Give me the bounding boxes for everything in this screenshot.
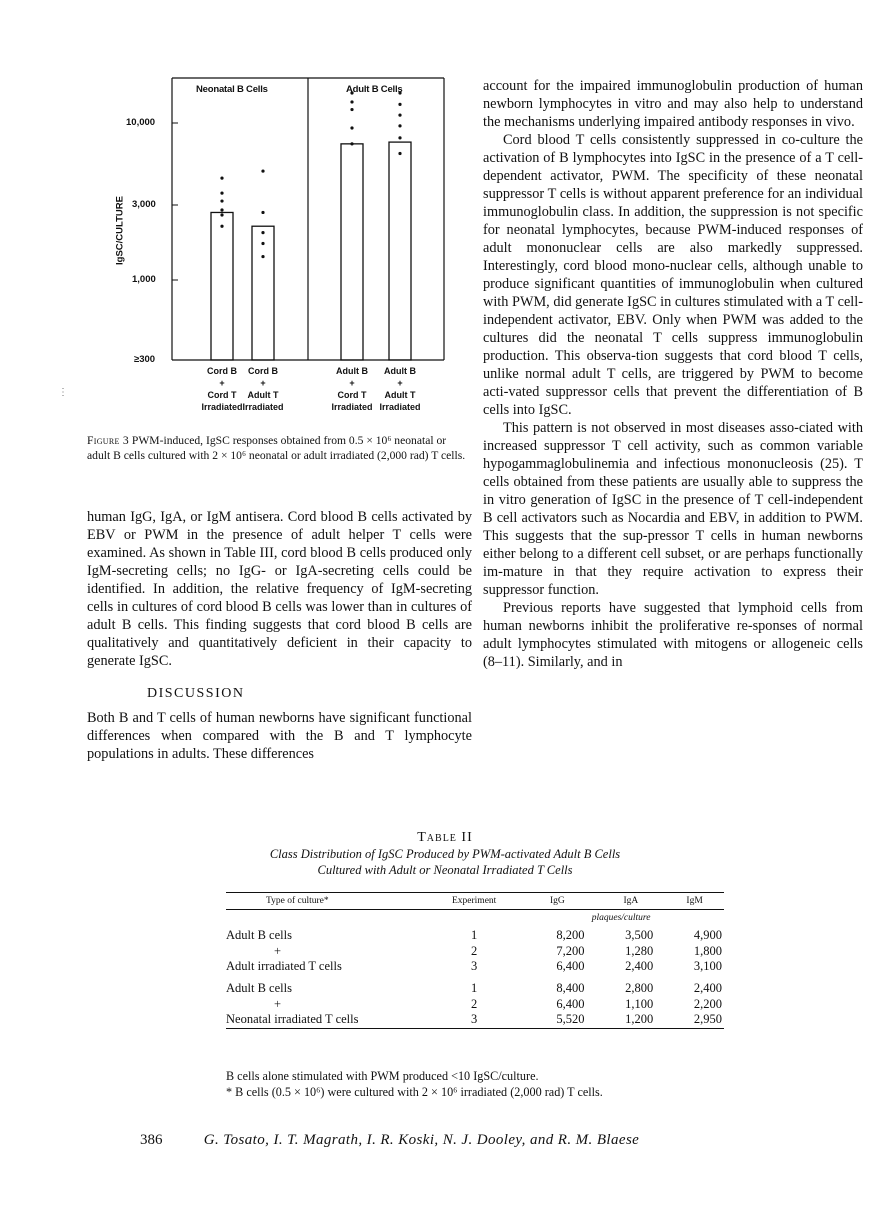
paragraph: This pattern is not observed in most diseases asso-ciated with increased suppressor T cell activity, such as common variable hypogammaglobulinemia and infectious mononucleosis (25). T cells obtained from these patients are usually able to suppress the in vitro generation of IgSC in the presence of T cell-independent B cell activators such as Nocardia and EBV, in addition to PWM. This suggests that the sup-pressor T cells in human newborns either belong to a different cell subset, or are perhaps functionally im-mature in that they require activation to express their suppressor function. — [483, 420, 863, 598]
x-category-line: Adult B — [336, 366, 368, 376]
table-row — [226, 928, 724, 944]
page-footer — [140, 1132, 840, 1149]
table-cell: 1 — [471, 981, 478, 995]
y-tick-1000: 1,000 — [132, 274, 156, 285]
table-row — [226, 959, 724, 975]
x-category-plus: + — [219, 378, 225, 388]
data-point — [350, 142, 353, 145]
data-point — [220, 177, 223, 180]
table-cell: 2,950 — [693, 1012, 722, 1026]
x-category-line: Irradiated — [379, 402, 421, 412]
x-category-line: Cord T — [207, 390, 237, 400]
x-category-4 — [370, 365, 430, 413]
x-category-line: Cord T — [337, 390, 367, 400]
table-cell: 3,100 — [693, 959, 722, 973]
data-point — [350, 100, 353, 103]
table-cell: 2 — [471, 943, 478, 958]
paragraph: account for the impaired immunoglobulin production of human newborn lymphocytes in vitro and may also help to understand the mechanisms underlying impaired antibody responses in vivo. — [483, 78, 863, 130]
points-layer — [220, 91, 401, 258]
data-point — [220, 192, 223, 195]
data-point — [261, 211, 264, 214]
figure-caption-label: Figure 3 — [87, 434, 129, 447]
data-point — [220, 199, 223, 202]
table-note: B cells alone stimulated with PWM produced <10 IgSC/culture. — [226, 1069, 539, 1083]
margin-mark: ⋮ — [58, 387, 68, 398]
figure-caption — [87, 433, 472, 463]
table-cell: + — [274, 996, 282, 1011]
group-label-adult: Adult B Cells — [346, 84, 403, 95]
table-row — [226, 1012, 724, 1028]
paragraph: Cord blood T cells consistently suppressed in co-culture the activation of B lymphocytes into IgSC in the presence of a T cell-dependent activator, PWM. The specificity of these neonatal suppressor T cells is without apparent preference for an individual immunoglobulin class. In addition, the suppression is not specific for neonatal lymphocytes, because PWM-induced responses of adult mononuclear cells are also markedly suppressed. Interestingly, cord blood mono-nuclear cells, although unable to produce significant quantities of immunoglobulin when cultured with PWM, did generate IgSC in cultures stimulated with a T cell-independent activator, EBV. Only when PWM was added to the cultures did the neonatal T cells suppress immunoglobulin production. This observa-tion suggests that cord blood T cells, unlike normal adult T cells, are triggered by PWM to become acti-vated suppressor cells that prevent the differentiation of B cells into IgSC. — [483, 132, 863, 418]
data-point — [220, 208, 223, 211]
table-cell: 5,520 — [556, 1012, 585, 1026]
section-heading: DISCUSSION — [147, 686, 245, 701]
x-category-line: Irradiated — [242, 402, 284, 412]
bar — [341, 144, 363, 360]
authors: G. Tosato, I. T. Magrath, I. R. Koski, N. J. Dooley, and R. M. Blaese — [203, 1132, 640, 1148]
table-label: Table II — [417, 830, 473, 845]
table-cell: Adult B cells — [226, 981, 292, 995]
data-point — [398, 152, 401, 155]
group-label-neonatal: Neonatal B Cells — [196, 84, 268, 95]
table-title-line: Cultured with Adult or Neonatal Irradiated T Cells — [317, 863, 573, 877]
table-cell: 1,200 — [625, 1012, 654, 1026]
data-table — [226, 892, 724, 1029]
x-category-plus: + — [349, 378, 355, 388]
table-notes — [226, 1068, 746, 1100]
table-row — [226, 975, 724, 997]
table-cell: 8,400 — [556, 981, 585, 995]
table-title-line: Class Distribution of IgSC Produced by PWM-activated Adult B Cells — [269, 847, 621, 861]
table-cell: 6,400 — [556, 959, 585, 973]
x-category-plus: + — [260, 378, 266, 388]
header-type: Type of culture* — [266, 896, 329, 906]
data-point — [398, 103, 401, 106]
right-column — [483, 77, 863, 671]
table-cell: 1,280 — [625, 943, 654, 958]
table-cell: Neonatal irradiated T cells — [226, 1012, 359, 1026]
x-category-line: Irradiated — [331, 402, 373, 412]
table-row — [226, 944, 724, 960]
bars-layer — [211, 142, 411, 360]
header-igm: IgM — [686, 896, 703, 906]
x-category-line: Adult T — [247, 390, 279, 400]
figure-caption-text: PWM-induced, IgSC responses obtained from 0.5 × 10⁶ neonatal or adult B cells cultured with 2 × 10⁶ neonatal or adult irradiated (2,000 rad) T cells. — [87, 434, 466, 462]
header-iga: IgA — [623, 896, 639, 906]
table-cell: 1,100 — [625, 996, 654, 1011]
x-category-line: Cord B — [207, 366, 237, 376]
table-cell: 2 — [471, 996, 478, 1011]
paragraph: human IgG, IgA, or IgM antisera. Cord blood B cells activated by EBV or PWM in the presence of adult helper T cells were examined. As shown in Table III, cord blood B cells produced only IgM-secreting cells; no IgG- or IgA-secreting cells could be identified. In addition, the relative frequency of IgM-secreting cells in cultures of cord blood B cells was lower than in cultures of adult B cells. This finding suggests that cord blood B cells are qualitatively and quantitatively deficient in their capacity to generate IgSC. — [87, 509, 472, 669]
data-point — [220, 225, 223, 228]
data-point — [350, 126, 353, 129]
table-cell: 3 — [471, 959, 478, 973]
table-row — [226, 997, 724, 1013]
bar — [211, 212, 233, 360]
x-category-line: Adult T — [384, 390, 416, 400]
table-cell: 3 — [471, 1012, 478, 1026]
x-category-2 — [233, 365, 293, 413]
bar — [389, 142, 411, 360]
table-title — [180, 830, 710, 878]
data-point — [350, 108, 353, 111]
header-experiment: Experiment — [451, 896, 497, 906]
x-category-line: Cord B — [248, 366, 278, 376]
units-label: plaques/culture — [591, 913, 651, 924]
data-point — [398, 124, 401, 127]
table-cell: 4,900 — [693, 928, 722, 942]
table-cell: 6,400 — [556, 996, 585, 1011]
bar — [252, 226, 274, 360]
x-category-line: Irradiated — [201, 402, 243, 412]
data-point — [261, 242, 264, 245]
y-tick-10000: 10,000 — [126, 117, 156, 128]
x-category-line: Adult B — [384, 366, 416, 376]
table-cell: 2,800 — [625, 981, 654, 995]
left-column — [87, 508, 472, 763]
data-point — [261, 255, 264, 258]
page-number: 386 — [140, 1132, 163, 1148]
y-tick-300: ≥300 — [134, 354, 156, 365]
data-point — [261, 169, 264, 172]
y-tick-3000: 3,000 — [132, 199, 156, 210]
paragraph: Previous reports have suggested that lymphoid cells from human newborns inhibit the proliferative re-sponses of normal adult lymphocytes stimulated with mitogens or allogeneic cells (8–11). Similarly, and in — [483, 600, 863, 670]
table-cell: 3,500 — [625, 928, 654, 942]
table-cell: 2,400 — [693, 981, 722, 995]
paragraph: Both B and T cells of human newborns have significant functional differences when compared with the B and T lymphocyte populations in adults. These differences — [87, 710, 472, 762]
header-igg: IgG — [549, 896, 565, 906]
table-cell: 1 — [471, 928, 478, 942]
x-category-plus: + — [397, 378, 403, 388]
data-point — [220, 213, 223, 216]
table-footnote: * B cells (0.5 × 10⁶) were cultured with 2 × 10⁶ irradiated (2,000 rad) T cells. — [226, 1085, 603, 1099]
table-cell: 2,400 — [625, 959, 654, 973]
table-cell: Adult B cells — [226, 928, 292, 942]
table-cell: Adult irradiated T cells — [226, 959, 342, 973]
data-point — [261, 231, 264, 234]
data-point — [398, 136, 401, 139]
table-cell: 2,200 — [693, 996, 722, 1011]
table-cell: + — [274, 943, 282, 958]
table-cell: 1,800 — [693, 943, 722, 958]
figure-3 — [110, 70, 470, 440]
y-axis-label: IgSC/CULTURE — [114, 196, 126, 265]
table-cell: 8,200 — [556, 928, 585, 942]
data-point — [398, 114, 401, 117]
table-cell: 7,200 — [556, 943, 585, 958]
